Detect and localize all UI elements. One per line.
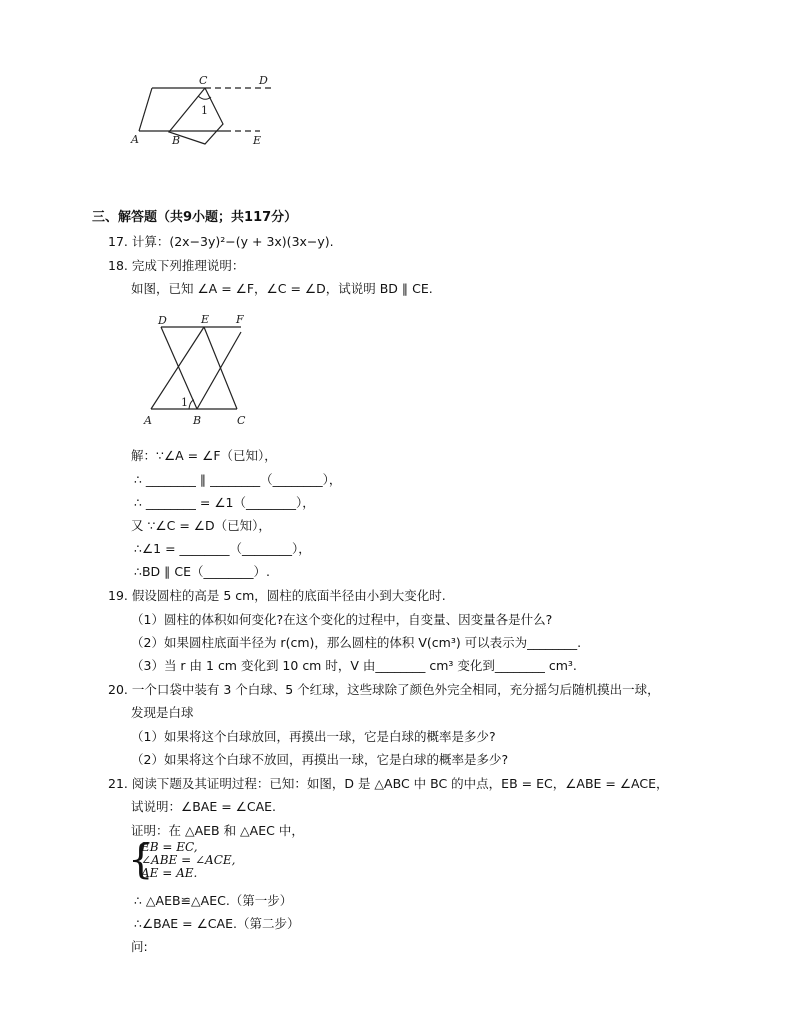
q21-title: 21. 阅读下题及其证明过程：已知：如图，D 是 △ABC 中 BC 的中点，EB = EC，∠ABE = ∠ACE，	[108, 776, 669, 791]
fig1-label-c: C	[199, 74, 208, 87]
q18-line-4: 又 ∵∠C = ∠D（已知），	[131, 518, 271, 533]
fig1-label-e: E	[253, 134, 262, 147]
q19-part-1: （1）圆柱的体积如何变化?在这个变化的过程中，自变量、因变量各是什么?	[131, 612, 553, 627]
fig2-label-d: D	[158, 314, 167, 327]
q21-proof-intro: 证明：在 △AEB 和 △AEC 中，	[131, 823, 304, 838]
q21-line-2: 试说明：∠BAE = ∠CAE.	[131, 799, 277, 814]
q19-title: 19. 假设圆柱的高是 5 cm，圆柱的底面半径由小到大变化时.	[108, 588, 446, 603]
q20-title: 20. 一个口袋中装有 3 个白球、5 个红球，这些球除了颜色外完全相同，充分摇匀后随机摸出一球，	[108, 682, 660, 697]
fig2-label-f: F	[236, 313, 244, 326]
figure-1	[125, 72, 285, 152]
q21-step-1: ∴ △AEB≌△AEC.（第一步）	[134, 893, 293, 908]
fig2-label-c: C	[237, 414, 246, 427]
q21-system-1: EB = EC,	[141, 840, 198, 854]
fig2-label-angle: 1	[181, 396, 188, 409]
q21-system-brace: {	[128, 837, 154, 883]
fig2-line-bf	[197, 332, 241, 409]
q18-given: 如图，已知 ∠A = ∠F，∠C = ∠D，试说明 BD ∥ CE.	[131, 281, 433, 296]
q18-line-2: ∴ ________ ∥ ________（________），	[134, 472, 342, 487]
q18-line-5: ∴∠1 = ________（________），	[134, 541, 311, 556]
q20-line-2: 发现是白球	[131, 705, 194, 720]
fig2-line-ae	[151, 327, 204, 409]
q18-line-3: ∴ ________ = ∠1（________），	[134, 495, 315, 510]
q20-part-2: （2）如果将这个白球不放回，再摸出一球，它是白球的概率是多少?	[131, 752, 509, 767]
fig1-line-left	[139, 88, 152, 131]
fig1-label-d: D	[259, 74, 268, 87]
q18-line-1: 解：∵∠A = ∠F（已知），	[131, 448, 277, 463]
q21-ask: 问:	[131, 939, 148, 954]
q21-system-2: ∠ABE = ∠ACE,	[141, 853, 236, 867]
fig1-label-b: B	[172, 134, 181, 147]
q17-text: 17. 计算：(2x−3y)²−(y + 3x)(3x−y).	[108, 234, 334, 249]
q19-part-2: （2）如果圆柱底面半径为 r(cm)，那么圆柱的体积 V(cm³) 可以表示为________.	[131, 635, 582, 650]
fig2-label-e: E	[201, 313, 210, 326]
fig2-label-b: B	[193, 414, 202, 427]
q18-title: 18. 完成下列推理说明：	[108, 258, 245, 273]
fig1-label-angle: 1	[201, 104, 208, 117]
fig1-label-a: A	[131, 133, 139, 146]
section-3-title: 三、解答题（共9小题；共117分）	[92, 210, 298, 225]
q19-part-3: （3）当 r 由 1 cm 变化到 10 cm 时，V 由________ cm³ 变化到________ cm³.	[131, 658, 577, 673]
fig2-line-db	[161, 327, 197, 409]
figure-2	[140, 312, 255, 430]
fig2-label-a: A	[144, 414, 152, 427]
q21-system-3: AE = AE.	[141, 866, 198, 880]
q21-step-2: ∴∠BAE = ∠CAE.（第二步）	[134, 916, 300, 931]
q18-line-6: ∴BD ∥ CE（________）.	[134, 564, 270, 579]
q20-part-1: （1）如果将这个白球放回，再摸出一球，它是白球的概率是多少?	[131, 729, 496, 744]
